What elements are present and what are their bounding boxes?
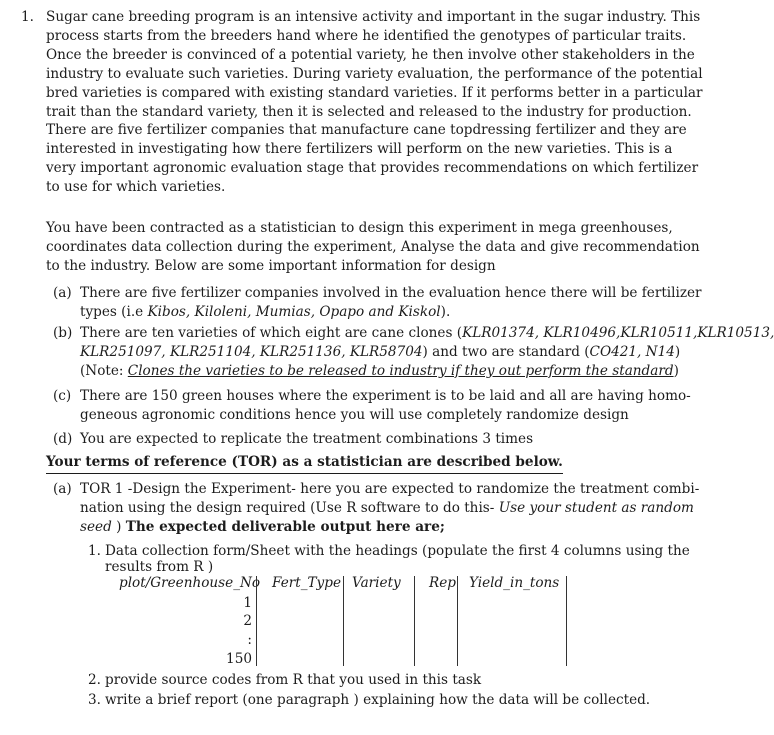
table-row: : — [247, 632, 252, 648]
tor-a-line1: TOR 1 -Design the Experiment- here you are expected to randomize the treatment combi- — [80, 481, 700, 497]
deliverable-3-number: 3. — [88, 692, 101, 708]
intro-line: bred varieties is compared with existing standard varieties. If it performs better in a particular — [46, 84, 703, 101]
table-row: 150 — [226, 651, 252, 667]
column-header: plot/Greenhouse_No — [119, 575, 261, 591]
intro-line: There are five fertilizer companies that manufacture cane topdressing fertilizer and they are — [46, 122, 687, 139]
info-c-line2: geneous agronomic conditions hence you will use completely randomize design — [80, 407, 629, 423]
deliverable-2-text: provide source codes from R that you used in this task — [105, 672, 482, 688]
info-b-label: (b) — [53, 325, 73, 341]
deliverable-3-text: write a brief report (one paragraph ) explaining how the data will be collected. — [105, 692, 651, 708]
question-number: 1. — [21, 9, 34, 25]
column-divider — [414, 576, 415, 666]
tor-a-line3: seed ) The expected deliverable output here are; — [80, 519, 445, 535]
column-header: Yield_in_tons — [469, 575, 560, 591]
intro-line: process starts from the breeders hand where he identified the genotypes of particular traits. — [46, 27, 687, 44]
info-d-line1: You are expected to replicate the treatment combinations 3 times — [80, 431, 534, 447]
intro-line: Sugar cane breeding program is an intensive activity and important in the sugar industry. This — [46, 9, 701, 25]
column-divider — [566, 576, 567, 666]
intro-line: Once the breeder is convinced of a potential variety, he then involve other stakeholders in the — [46, 46, 695, 63]
contract-paragraph — [46, 219, 700, 276]
fertilizer-names: Kibos, Kiloleni, Mumias, Opapo and Kiskol — [147, 304, 441, 320]
note-text: Clones the varieties to be released to industry if they out perform the standard — [127, 363, 674, 379]
column-divider — [343, 576, 344, 666]
column-header: Fert_Type — [272, 575, 341, 591]
column-divider — [457, 576, 458, 666]
info-b-note: (Note: Clones the varieties to be released to industry if they out perform the standard) — [80, 363, 679, 379]
clone-list: KLR01374, KLR10496,KLR10511,KLR10513, — [462, 325, 774, 341]
tor-heading: Your terms of reference (TOR) as a statistician are described below. — [46, 453, 563, 474]
column-header: Variety — [352, 575, 401, 591]
info-a-line2: types (i.e Kibos, Kiloleni, Mumias, Opapo and Kiskol). — [80, 304, 451, 320]
deliverable-heading: The expected deliverable output here are; — [125, 519, 445, 535]
intro-paragraph — [46, 8, 703, 197]
column-divider — [256, 576, 257, 666]
info-a-line1: There are five fertilizer companies involved in the evaluation hence there will be fertilizer — [80, 285, 702, 301]
contract-line: coordinates data collection during the experiment, Analyse the data and give recommendation — [46, 238, 700, 255]
intro-line: interested in investigating how there fertilizers will perform on the new varieties. This is a — [46, 141, 673, 158]
intro-line: to use for which varieties. — [46, 179, 226, 196]
deliverable-1-line1: Data collection form/Sheet with the headings (populate the first 4 columns using the — [105, 543, 690, 559]
info-a-label: (a) — [53, 285, 72, 301]
standard-list: CO421, N14 — [589, 344, 675, 360]
info-c-label: (c) — [53, 388, 72, 404]
column-header: Rep — [429, 575, 456, 591]
info-b-line2: KLR251097, KLR251104, KLR251136, KLR58704) and two are standard (CO421, N14) — [80, 344, 681, 360]
tor-a-line2: nation using the design required (Use R software to do this- Use your student as random — [80, 500, 694, 516]
contract-line: You have been contracted as a statistician to design this experiment in mega greenhouses, — [46, 220, 673, 236]
info-d-label: (d) — [53, 431, 73, 447]
contract-line: to the industry. Below are some important information for design — [46, 257, 496, 274]
deliverable-1-line2: results from R ) — [105, 559, 214, 575]
table-row: 1 — [243, 595, 252, 611]
intro-line: industry to evaluate such varieties. During variety evaluation, the performance of the potential — [46, 65, 703, 82]
info-c-line1: There are 150 green houses where the experiment is to be laid and all are having homo- — [80, 388, 691, 404]
intro-line: trait than the standard variety, then it is selected and released to the industry for production. — [46, 103, 692, 120]
deliverable-1-number: 1. — [88, 543, 101, 559]
info-b-line1: There are ten varieties of which eight are cane clones (KLR01374, KLR10496,KLR10511,KLR10513, — [80, 325, 774, 341]
deliverable-2-number: 2. — [88, 672, 101, 688]
tor-a-label: (a) — [53, 481, 72, 497]
intro-line: very important agronomic evaluation stage that provides recommendations on which fertilizer — [46, 160, 699, 177]
table-row: 2 — [243, 613, 252, 629]
